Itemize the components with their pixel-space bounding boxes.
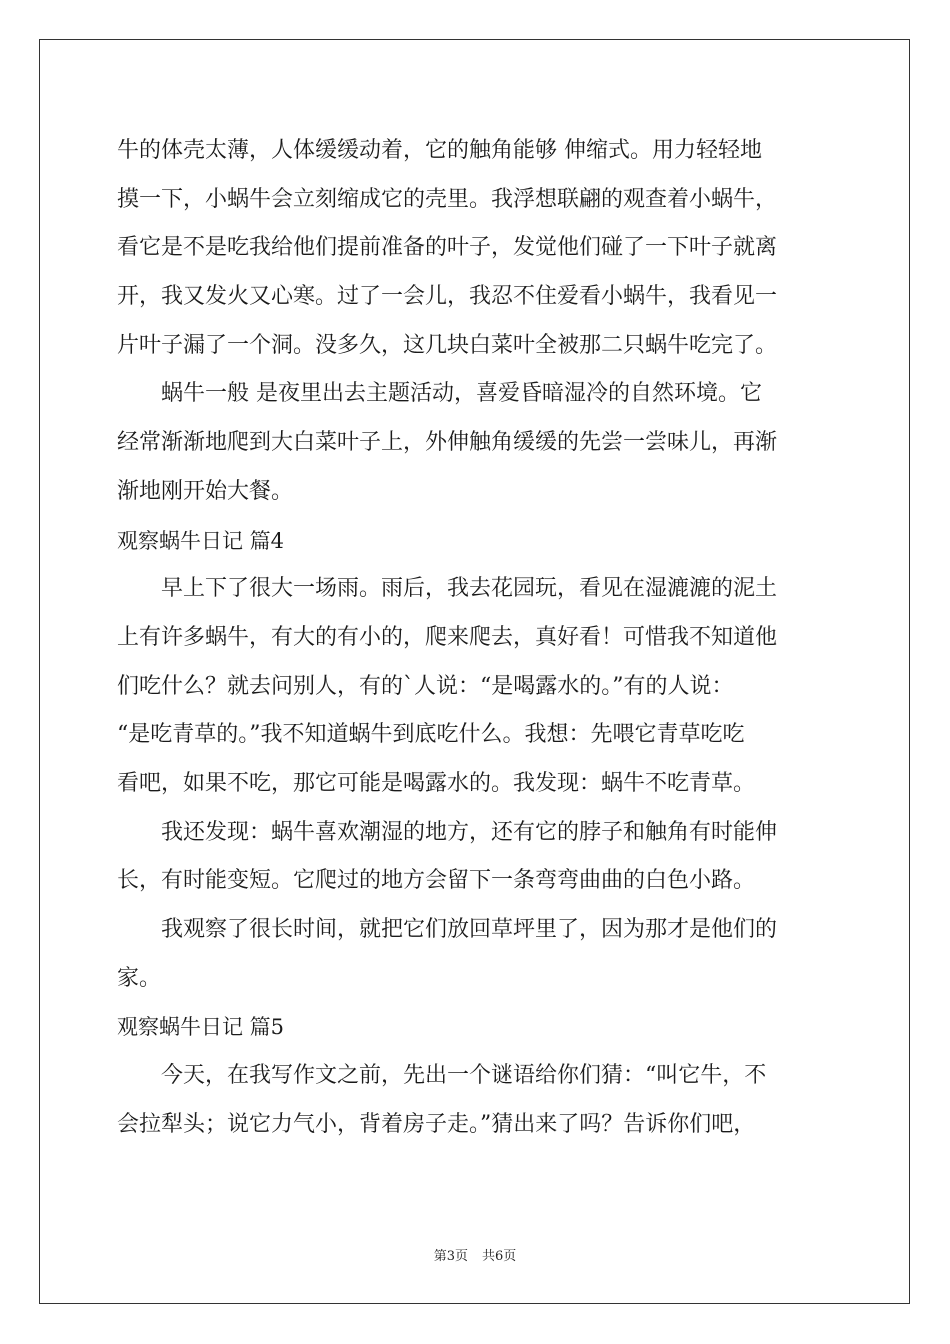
document-body: [117, 127, 833, 1149]
text-line: 开，我又发火又心寒。过了一会儿，我忍不住爱看小蜗牛，我看见一: [117, 284, 778, 310]
text-line: 们吃什么？就去问别人，有的`人说：“是喝露水的。”有的人说：: [117, 673, 734, 699]
text-line: “是吃青草的。”我不知道蜗牛到底吃什么。我想：先喂它青草吃吃: [117, 722, 745, 748]
text-line: 片叶子漏了一个洞。没多久，这几块白菜叶全被那二只蜗牛吃完了。: [117, 332, 778, 358]
paragraph-start-line: 我还发现：蜗牛喜欢潮湿的地方，还有它的脖子和触角有时能伸: [117, 819, 778, 845]
paragraph-start-line: 今天，在我写作文之前，先出一个谜语给你们猜：“叫它牛，不: [117, 1063, 767, 1089]
paragraph-start-line: 早上下了很大一场雨。雨后，我去花园玩，看见在湿漉漉的泥土: [117, 576, 778, 602]
text-line: 家。: [117, 965, 162, 991]
page-total: 共6页: [482, 1249, 517, 1264]
paragraph-start-line: 蜗牛一般 是夜里出去主题活动，喜爱昏暗湿冷的自然环境。它: [117, 381, 762, 407]
paragraph-start-line: 我观察了很长时间，就把它们放回草坪里了，因为那才是他们的: [117, 917, 778, 942]
text-line: 看吧，如果不吃，那它可能是喝露水的。我发现：蜗牛不吃青草。: [117, 770, 756, 796]
text-line: 摸一下，小蜗牛会立刻缩成它的壳里。我浮想联翩的观查着小蜗牛，: [117, 186, 778, 212]
text-line: 渐地刚开始大餐。: [117, 478, 294, 504]
text-line: 看它是不是吃我给他们提前准备的叶子，发觉他们碰了一下叶子就离: [117, 235, 778, 261]
section-heading: 观察蜗牛日记 篇4: [117, 528, 285, 553]
section-heading: 观察蜗牛日记 篇5: [117, 1015, 285, 1040]
text-line: 牛的体壳太薄，人体缓缓动着，它的触角能够 伸缩式。用力轻轻地: [117, 138, 762, 163]
page-footer: [0, 1247, 950, 1267]
text-line: 长，有时能变短。它爬过的地方会留下一条弯弯曲曲的白色小路。: [117, 868, 756, 894]
text-line: 经常渐渐地爬到大白菜叶子上，外伸触角缓缓的先尝一尝味儿，再渐: [117, 430, 778, 456]
text-line: 会拉犁头；说它力气小，背着房子走。”猜出来了吗？告诉你们吧，: [117, 1111, 756, 1137]
page-number: 第3页: [433, 1249, 468, 1264]
text-line: 上有许多蜗牛，有大的有小的，爬来爬去，真好看！可惜我不知道他: [117, 624, 778, 650]
